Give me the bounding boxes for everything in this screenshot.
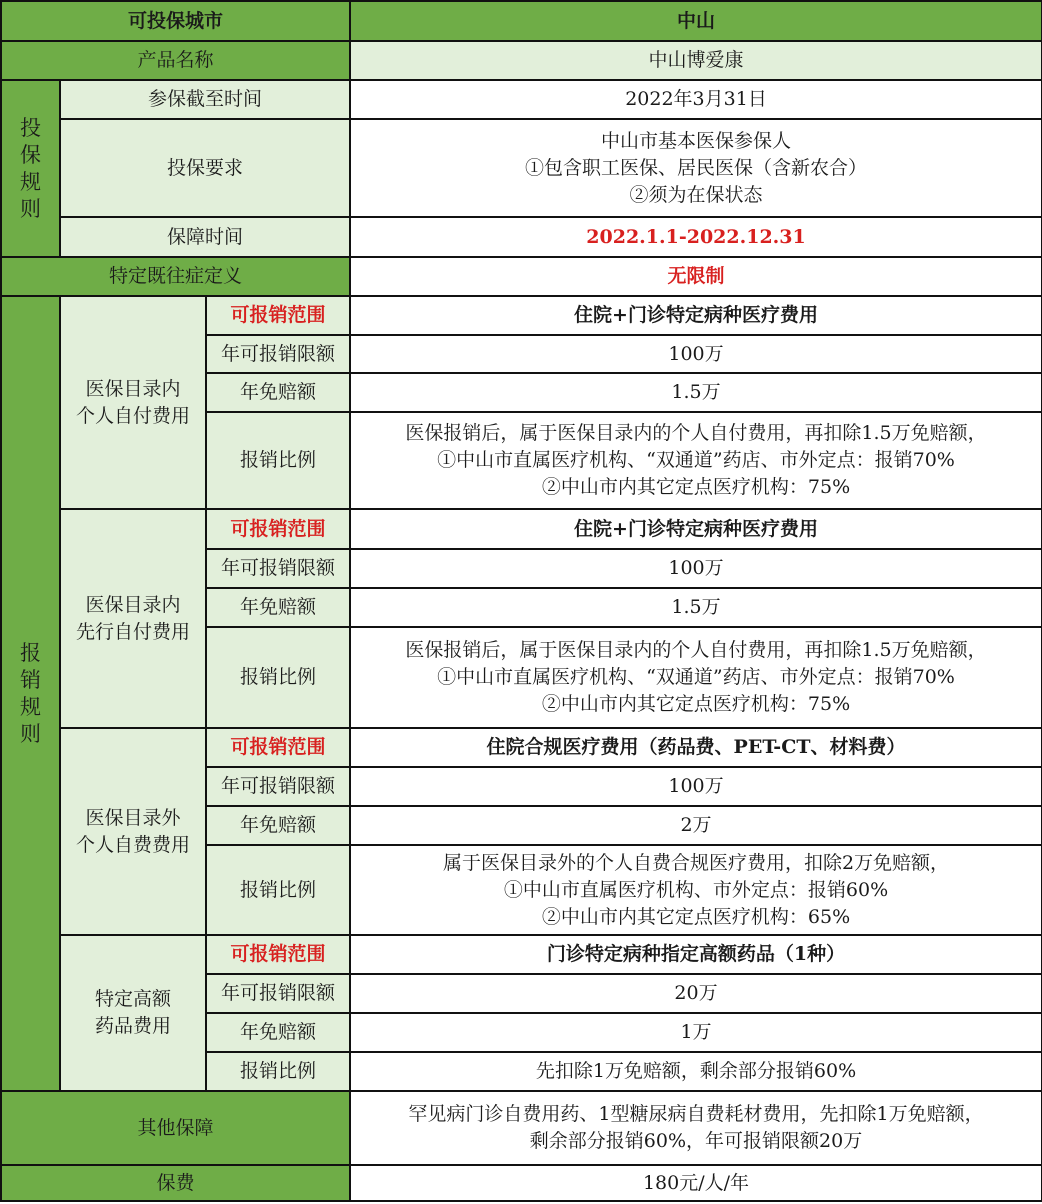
preexisting-value: 无限制 <box>350 257 1042 296</box>
requirement-label: 投保要求 <box>60 119 350 217</box>
section-1-deductible: 1.5万 <box>350 373 1042 412</box>
section-2-ratio: 医保报销后，属于医保目录内的个人自付费用，再扣除1.5万免赔额， ①中山市直属医疗机构、“双通道”药店、市外定点：报销70% ②中山市内其它定点医疗机构：75% <box>350 627 1042 728</box>
premium-row <box>1 1165 1042 1201</box>
section-4-name: 特定高额 药品费用 <box>60 935 206 1091</box>
other-coverage-value: 罕见病门诊自费用药、1型糖尿病自费耗材费用，先扣除1万免赔额， 剩余部分报销60%，年可报销限额20万 <box>350 1091 1042 1165</box>
section-1-ratio: 医保报销后，属于医保目录内的个人自付费用，再扣除1.5万免赔额， ①中山市直属医疗机构、“双通道”药店、市外定点：报销70% ②中山市内其它定点医疗机构：75% <box>350 412 1042 509</box>
section-2-annual-limit: 100万 <box>350 549 1042 588</box>
section-2-name: 医保目录内 先行自付费用 <box>60 509 206 728</box>
ratio-label: 报销比例 <box>206 627 350 728</box>
product-row <box>1 41 1042 80</box>
deductible-label: 年免赔额 <box>206 1013 350 1052</box>
coverage-period-label: 保障时间 <box>60 217 350 257</box>
coverage-period-row <box>1 217 1042 257</box>
section-3-name: 医保目录外 个人自费费用 <box>60 728 206 935</box>
section-4-deductible: 1万 <box>350 1013 1042 1052</box>
preexisting-row <box>1 257 1042 296</box>
annual-limit-label: 年可报销限额 <box>206 767 350 806</box>
section-2-scope: 住院+门诊特定病种医疗费用 <box>350 509 1042 549</box>
section-1-name: 医保目录内 个人自付费用 <box>60 296 206 509</box>
annual-limit-label: 年可报销限额 <box>206 549 350 588</box>
ratio-label: 报销比例 <box>206 1052 350 1091</box>
product-label: 产品名称 <box>1 41 350 80</box>
preexisting-label: 特定既往症定义 <box>1 257 350 296</box>
section-4-scope-row <box>1 935 1042 974</box>
ratio-label: 报销比例 <box>206 845 350 935</box>
requirement-row <box>1 119 1042 217</box>
scope-label: 可报销范围 <box>206 935 350 974</box>
coverage-period-value: 2022.1.1-2022.12.31 <box>350 217 1042 257</box>
annual-limit-label: 年可报销限额 <box>206 974 350 1013</box>
deductible-label: 年免赔额 <box>206 373 350 412</box>
section-4-annual-limit: 20万 <box>350 974 1042 1013</box>
section-1-annual-limit: 100万 <box>350 335 1042 373</box>
section-3-scope: 住院合规医疗费用（药品费、PET-CT、材料费） <box>350 728 1042 767</box>
enroll-rules-group-label: 投 保 规 则 <box>1 80 60 257</box>
section-4-scope: 门诊特定病种指定高额药品（1种） <box>350 935 1042 974</box>
section-3-annual-limit: 100万 <box>350 767 1042 806</box>
deductible-label: 年免赔额 <box>206 806 350 845</box>
other-coverage-row <box>1 1091 1042 1165</box>
claim-rules-group-label: 报 销 规 则 <box>1 296 60 1091</box>
deadline-row <box>1 80 1042 119</box>
product-value: 中山博爱康 <box>350 41 1042 80</box>
section-1-scope-row <box>1 296 1042 335</box>
section-4-ratio: 先扣除1万免赔额，剩余部分报销60% <box>350 1052 1042 1091</box>
requirement-value: 中山市基本医保参保人 ①包含职工医保、居民医保（含新农合） ②须为在保状态 <box>350 119 1042 217</box>
section-3-ratio: 属于医保目录外的个人自费合规医疗费用，扣除2万免赔额， ①中山市直属医疗机构、市外定点：报销60% ②中山市内其它定点医疗机构：65% <box>350 845 1042 935</box>
ratio-label: 报销比例 <box>206 412 350 509</box>
header-row <box>1 1 1042 41</box>
header-city-value: 中山 <box>350 1 1042 41</box>
header-city-label: 可投保城市 <box>1 1 350 41</box>
other-coverage-label: 其他保障 <box>1 1091 350 1165</box>
section-3-scope-row <box>1 728 1042 767</box>
scope-label: 可报销范围 <box>206 296 350 335</box>
scope-label: 可报销范围 <box>206 509 350 549</box>
deadline-label: 参保截至时间 <box>60 80 350 119</box>
deductible-label: 年免赔额 <box>206 588 350 627</box>
premium-value: 180元/人/年 <box>350 1165 1042 1201</box>
deadline-value: 2022年3月31日 <box>350 80 1042 119</box>
premium-label: 保费 <box>1 1165 350 1201</box>
annual-limit-label: 年可报销限额 <box>206 335 350 373</box>
section-2-deductible: 1.5万 <box>350 588 1042 627</box>
section-2-scope-row <box>1 509 1042 549</box>
section-3-deductible: 2万 <box>350 806 1042 845</box>
section-1-scope: 住院+门诊特定病种医疗费用 <box>350 296 1042 335</box>
scope-label: 可报销范围 <box>206 728 350 767</box>
